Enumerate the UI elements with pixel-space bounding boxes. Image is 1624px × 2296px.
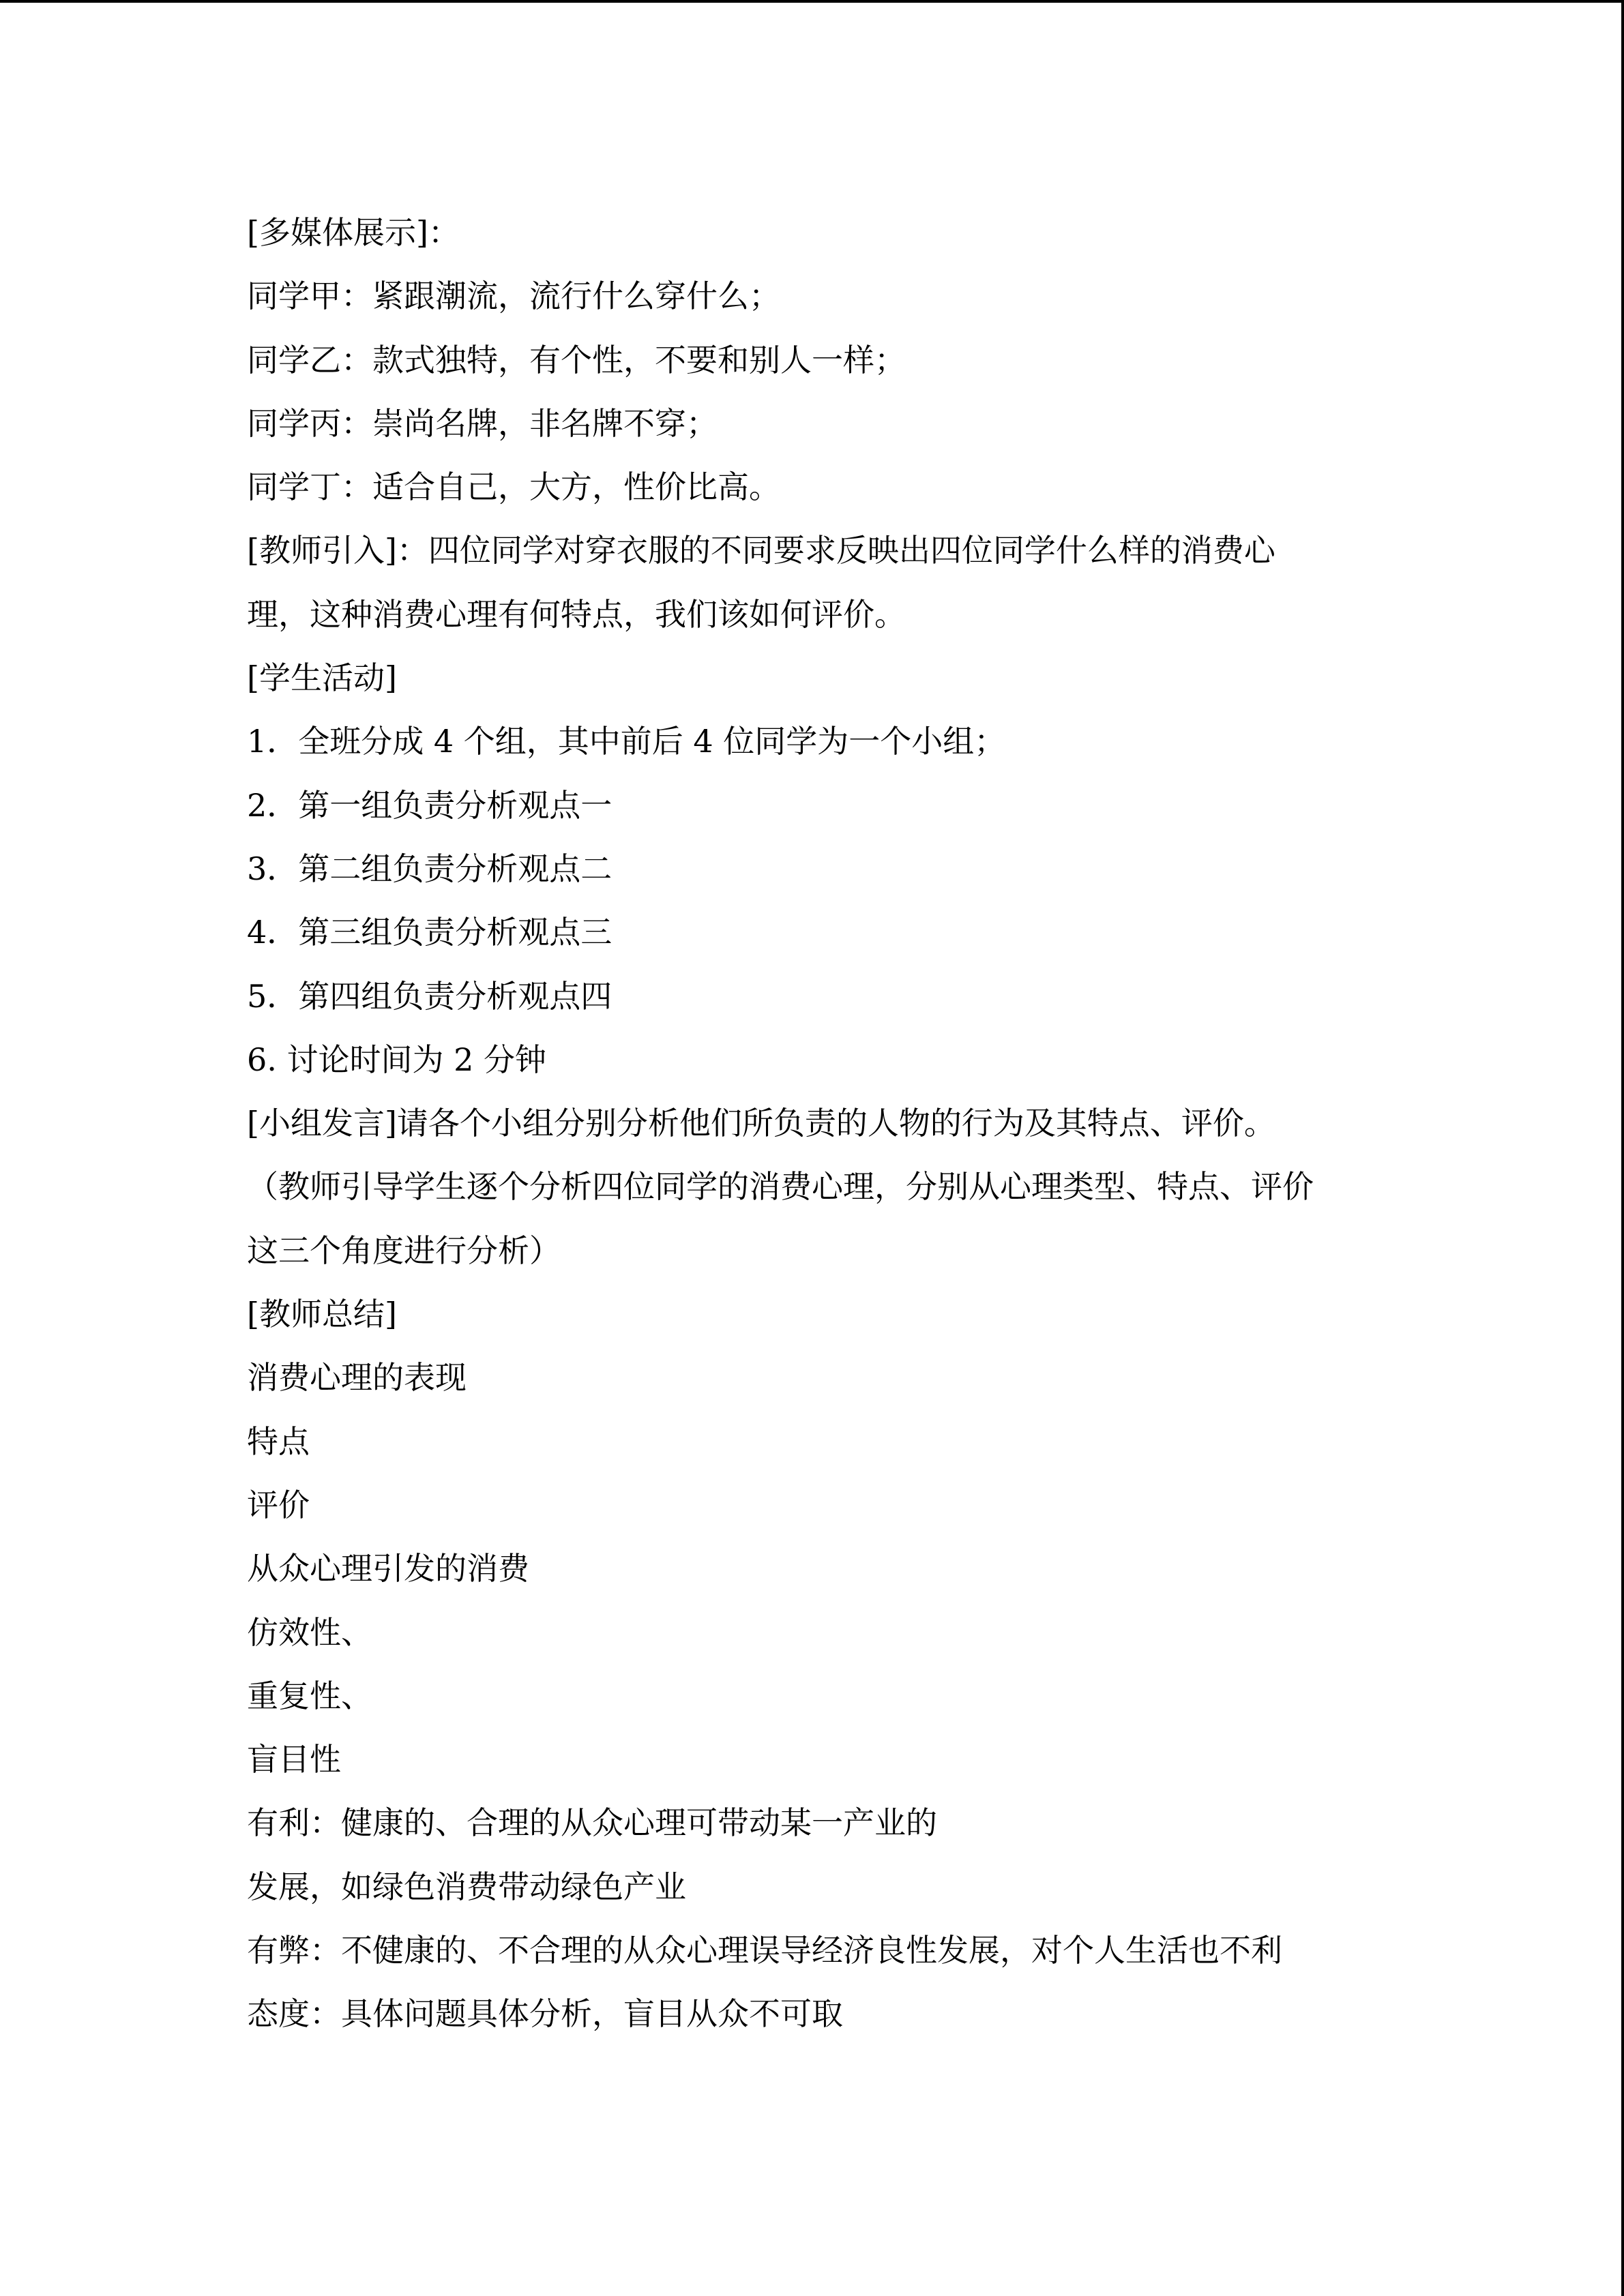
teacher-guidance-line-1: （教师引导学生逐个分析四位同学的消费心理，分别从心理类型、特点、评价 xyxy=(247,1168,1314,1206)
activity-item-2: 2．第一组负责分析观点一 xyxy=(247,786,612,824)
student-d-line: 同学丁：适合自己，大方，性价比高。 xyxy=(247,468,780,506)
activity-item-3: 3．第二组负责分析观点二 xyxy=(247,850,612,887)
student-b-line: 同学乙：款式独特，有个性，不要和别人一样； xyxy=(247,341,906,378)
advantage-line-1: 有利：健康的、合理的从众心理可带动某一产业的 xyxy=(247,1804,937,1842)
consumption-psychology-label: 消费心理的表现 xyxy=(247,1359,467,1397)
blind-line: 盲目性 xyxy=(247,1741,341,1778)
characteristics-label: 特点 xyxy=(247,1422,310,1460)
activity-item-4: 4．第三组负责分析观点三 xyxy=(247,914,612,951)
student-a-line: 同学甲：紧跟潮流，流行什么穿什么； xyxy=(247,278,780,315)
page-border-top xyxy=(0,0,1624,3)
teacher-guidance-line-2: 这三个角度进行分析） xyxy=(247,1232,561,1269)
imitative-line: 仿效性、 xyxy=(247,1613,372,1651)
repetitive-line: 重复性、 xyxy=(247,1677,372,1714)
evaluation-label: 评价 xyxy=(247,1486,310,1523)
attitude-line: 态度：具体问题具体分析，盲目从众不可取 xyxy=(247,1995,843,2033)
activity-item-6: 6. 讨论时间为 2 分钟 xyxy=(247,1041,547,1078)
activity-item-1: 1．全班分成 4 个组，其中前后 4 位同学为一个小组； xyxy=(247,723,1006,760)
teacher-intro-line-1: [教师引入]：四位同学对穿衣服的不同要求反映出四位同学什么样的消费心 xyxy=(247,532,1275,569)
advantage-line-2: 发展，如绿色消费带动绿色产业 xyxy=(247,1868,686,1905)
conformity-consumption-line: 从众心理引发的消费 xyxy=(247,1550,529,1587)
student-c-line: 同学丙：崇尚名牌，非名牌不穿； xyxy=(247,404,718,442)
multimedia-heading: [多媒体展示]： xyxy=(247,214,460,251)
student-activity-heading: [学生活动] xyxy=(247,659,397,697)
document-body xyxy=(247,201,1406,2046)
activity-item-5: 5．第四组负责分析观点四 xyxy=(247,977,612,1015)
page-border-right xyxy=(1621,0,1624,2296)
teacher-summary-heading: [教师总结] xyxy=(247,1296,397,1333)
disadvantage-line: 有弊：不健康的、不合理的从众心理误导经济良性发展，对个人生活也不利 xyxy=(247,1932,1282,1969)
group-speech-line: [小组发言]请各个小组分别分析他们所负责的人物的行为及其特点、评价。 xyxy=(247,1105,1275,1142)
teacher-intro-line-2: 理，这种消费心理有何特点，我们该如何评价。 xyxy=(247,595,906,633)
